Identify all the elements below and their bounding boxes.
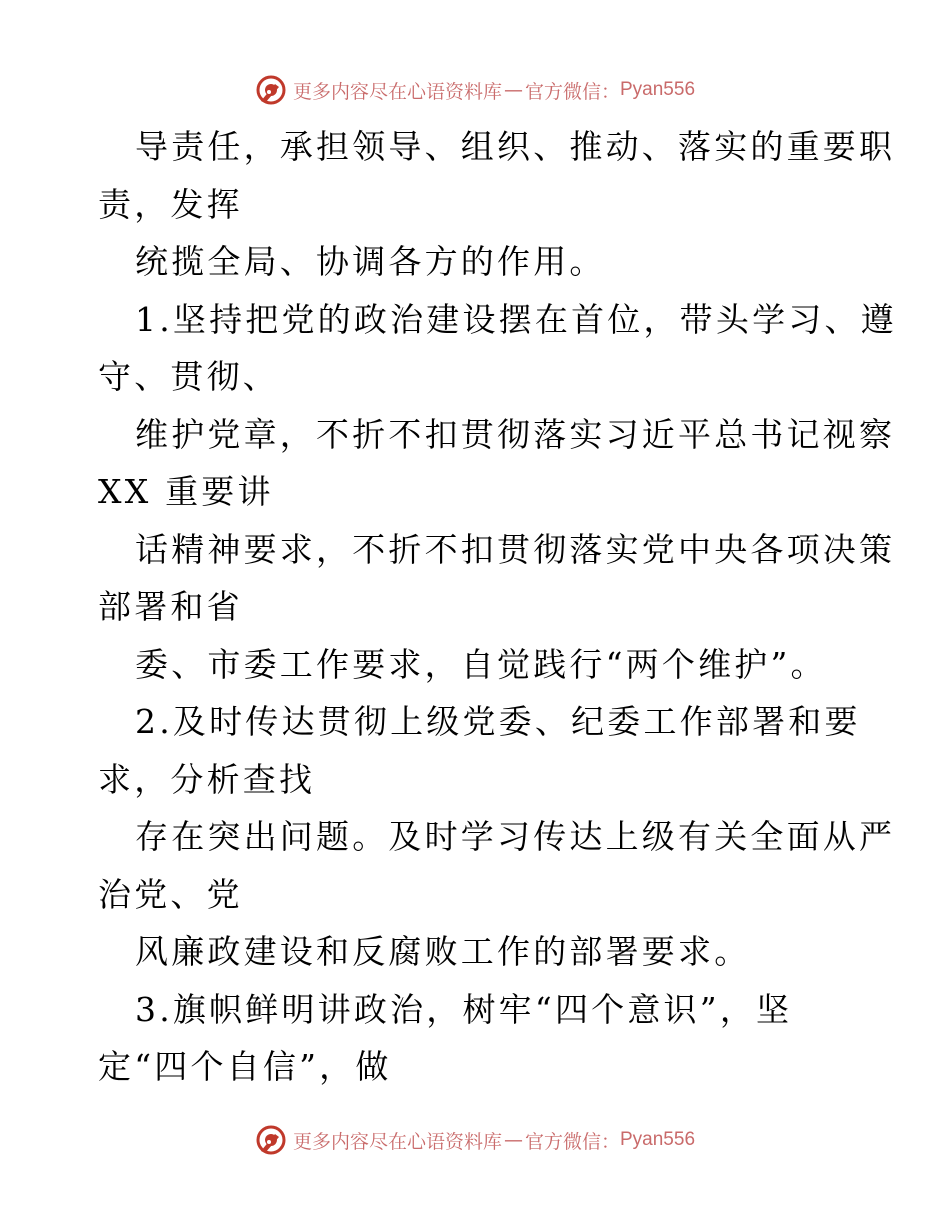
pen-logo-icon <box>255 1124 287 1156</box>
watermark-wechat-label: 官方微信： <box>524 1130 620 1153</box>
watermark-wechat-id: Pyan556 <box>620 79 696 100</box>
text-line: 3.旗帜鲜明讲政治，树牢“四个意识”，坚 <box>135 989 793 1029</box>
document-body <box>98 118 897 1096</box>
text-line: 委、市委工作要求，自觉践行“两个维护”。 <box>135 644 827 684</box>
watermark-text: 更多内容尽在心语资料库 <box>292 1130 502 1153</box>
text-line: 统揽全局、协调各方的作用。 <box>135 242 606 281</box>
text-line: 话精神要求，不折不扣贯彻落实党中央各项决策 <box>135 529 896 569</box>
text-line: 责，发挥 <box>98 184 243 224</box>
text-line: 导责任，承担领导、组织、推动、落实的重要职 <box>135 127 896 166</box>
text-line: 治党、党 <box>98 874 243 914</box>
text-line: 部署和省 <box>98 587 243 626</box>
text-line: 存在突出问题。及时学习传达上级有关全面从严 <box>135 817 896 856</box>
text-line: XX 重要讲 <box>98 472 274 511</box>
watermark-separator: — <box>503 79 523 101</box>
text-line: 守、贯彻、 <box>98 357 279 396</box>
pen-logo-icon <box>255 74 287 106</box>
watermark-text: 更多内容尽在心语资料库 <box>292 80 502 103</box>
text-line: 风廉政建设和反腐败工作的部署要求。 <box>135 932 751 971</box>
watermark-separator: — <box>503 1129 523 1151</box>
footer-watermark <box>0 1120 950 1160</box>
text-line: 2.及时传达贯彻上级党委、纪委工作部署和要 <box>135 702 861 741</box>
text-line: 1.坚持把党的政治建设摆在首位，带头学习、遵 <box>135 299 897 339</box>
text-line: 定“四个自信”，做 <box>98 1047 392 1086</box>
text-line: 求，分析查找 <box>98 759 316 799</box>
text-line: 维护党章，不折不扣贯彻落实习近平总书记视察 <box>135 414 896 454</box>
watermark-wechat-label: 官方微信： <box>524 80 620 103</box>
watermark-wechat-id: Pyan556 <box>620 1129 696 1150</box>
header-watermark <box>0 70 950 110</box>
